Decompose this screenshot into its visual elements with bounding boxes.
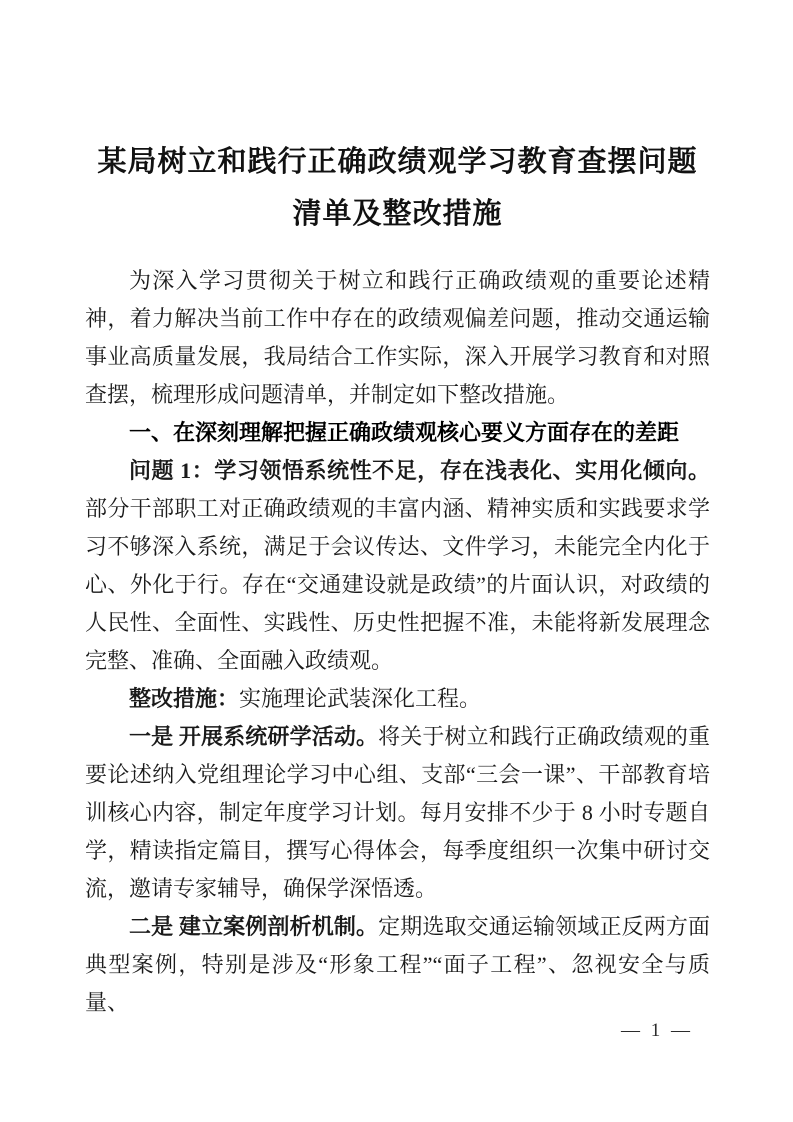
document-title [85, 136, 710, 240]
measure-item-2-paragraph [85, 908, 710, 1022]
document-body [85, 262, 710, 1022]
measure-item-1-paragraph [85, 718, 710, 908]
measures-body: 实施理论武装深化工程。 [239, 686, 482, 711]
measure-item-2-lead: 二是 建立案例剖析机制。 [129, 914, 379, 939]
measure-item-1-body: 将关于树立和践行正确政绩观的重要论述纳入党组理论学习中心组、支部“三会一课”、干部教育培训核心内容，制定年度学习计划。每月安排不少于 8 小时专题自学，精读指定篇目，撰写心得体会，每季度组织一次集中研讨交流，邀请专家辅导，确保学深悟透。 [85, 724, 710, 901]
intro-text: 为深入学习贯彻关于树立和践行正确政绩观的重要论述精神，着力解决当前工作中存在的政绩观偏差问题，推动交通运输事业高质量发展，我局结合工作实际，深入开展学习教育和对照查摆，梳理形成问题清单，并制定如下整改措施。 [85, 268, 710, 407]
document-title-line-2: 清单及整改措施 [292, 198, 503, 230]
problem-1-body: 部分干部职工对正确政绩观的丰富内涵、精神实质和实践要求学习不够深入系统，满足于会议传达、文件学习，未能完全内化于心、外化于行。存在“交通建设就是政绩”的片面认识，对政绩的人民性、全面性、实践性、历史性把握不准，未能将新发展理念完整、准确、全面融入政绩观。 [85, 496, 710, 673]
measures-lead: 整改措施： [129, 686, 240, 711]
page-number: — 1 — [621, 1020, 693, 1041]
measure-item-2-body: 定期选取交通运输领域正反两方面典型案例，特别是涉及“形象工程”“面子工程”、忽视安全与质量、 [85, 914, 710, 1015]
measure-item-1-lead: 一是 开展系统研学活动。 [129, 724, 379, 749]
problem-1-paragraph [85, 452, 710, 680]
section-1-heading: 一、在深刻理解把握正确政绩观核心要义方面存在的差距 [129, 420, 680, 445]
measures-paragraph [85, 680, 710, 718]
problem-1-lead: 问题 1：学习领悟系统性不足，存在浅表化、实用化倾向。 [129, 458, 710, 483]
document-title-line-1: 某局树立和践行正确政绩观学习教育查摆问题 [97, 146, 698, 178]
intro-paragraph [85, 262, 710, 414]
